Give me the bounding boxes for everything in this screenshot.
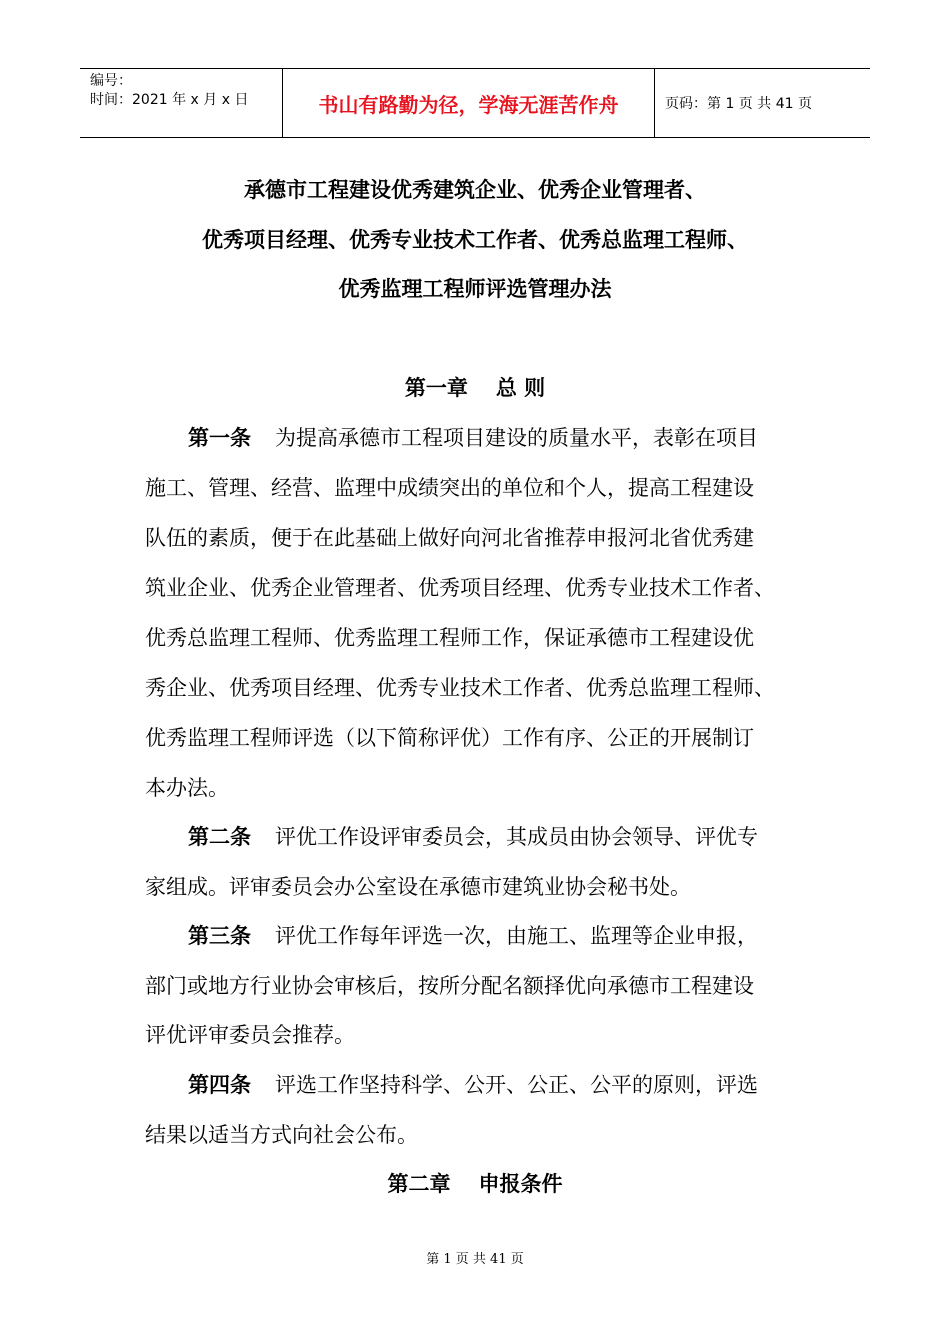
article-text-line: 优秀总监理工程师、优秀监理工程师工作，保证承德市工程建设优 [145, 626, 754, 650]
page-footer: 第 1 页 共 41 页 [426, 1252, 524, 1267]
chapter-1-number: 第一章 [404, 376, 468, 400]
article-1-label: 第一条 [188, 426, 251, 450]
document-header [80, 68, 870, 138]
article-text-line: 评优评审委员会推荐。 [145, 1023, 355, 1047]
document-title-line-3: 优秀监理工程师评选管理办法 [338, 277, 612, 301]
article-4-label: 第四条 [188, 1073, 251, 1097]
article-text-line: 施工、管理、经营、监理中成绩突出的单位和个人，提高工程建设 [145, 476, 754, 500]
header-motto: 书山有路勤为径，学海无涯苦作舟 [283, 69, 655, 137]
article-text-line: 结果以适当方式向社会公布。 [145, 1123, 418, 1147]
header-page-info: 页码：第 1 页 共 41 页 [665, 96, 812, 112]
document-date-label: 时间：2021 年 x 月 x 日 [90, 92, 249, 108]
article-text-line: 部门或地方行业协会审核后，按所分配名额择优向承德市工程建设 [145, 974, 754, 998]
article-text-line: 队伍的素质，便于在此基础上做好向河北省推荐申报河北省优秀建 [145, 526, 754, 550]
chapter-2-number: 第二章 [387, 1172, 451, 1196]
document-title-line-2: 优秀项目经理、优秀专业技术工作者、优秀总监理工程师、 [202, 228, 748, 252]
chapter-1-name: 总 则 [495, 376, 546, 400]
article-text-line: 秀企业、优秀项目经理、优秀专业技术工作者、优秀总监理工程师、 [145, 676, 775, 700]
article-text-line: 家组成。评审委员会办公室设在承德市建筑业协会秘书处。 [145, 875, 691, 899]
article-text-line: 为提高承德市工程项目建设的质量水平，表彰在项目 [275, 426, 758, 450]
article-text-line: 评优工作设评审委员会，其成员由协会领导、评优专 [275, 825, 758, 849]
chapter-2-heading [100, 1168, 850, 1198]
article-text-line: 优秀监理工程师评选（以下简称评优）工作有序、公正的开展制订 [145, 726, 754, 750]
article-3-first-line [188, 920, 758, 950]
article-1-first-line [188, 422, 758, 452]
article-text-line: 评选工作坚持科学、公开、公正、公平的原则，评选 [275, 1073, 758, 1097]
article-text-line: 本办法。 [145, 776, 229, 800]
chapter-2-name: 申报条件 [478, 1172, 563, 1196]
document-number-label: 编号： [90, 73, 132, 89]
chapter-1-heading [100, 372, 850, 402]
header-meta-cell [80, 69, 283, 137]
article-4-first-line [188, 1069, 758, 1099]
article-text-line: 筑业企业、优秀企业管理者、优秀项目经理、优秀专业技术工作者、 [145, 576, 775, 600]
article-2-label: 第二条 [188, 825, 251, 849]
article-3-label: 第三条 [188, 924, 251, 948]
document-title-line-1: 承德市工程建设优秀建筑企业、优秀企业管理者、 [244, 178, 706, 202]
article-2-first-line [188, 821, 758, 851]
article-text-line: 评优工作每年评选一次，由施工、监理等企业申报， [275, 924, 758, 948]
